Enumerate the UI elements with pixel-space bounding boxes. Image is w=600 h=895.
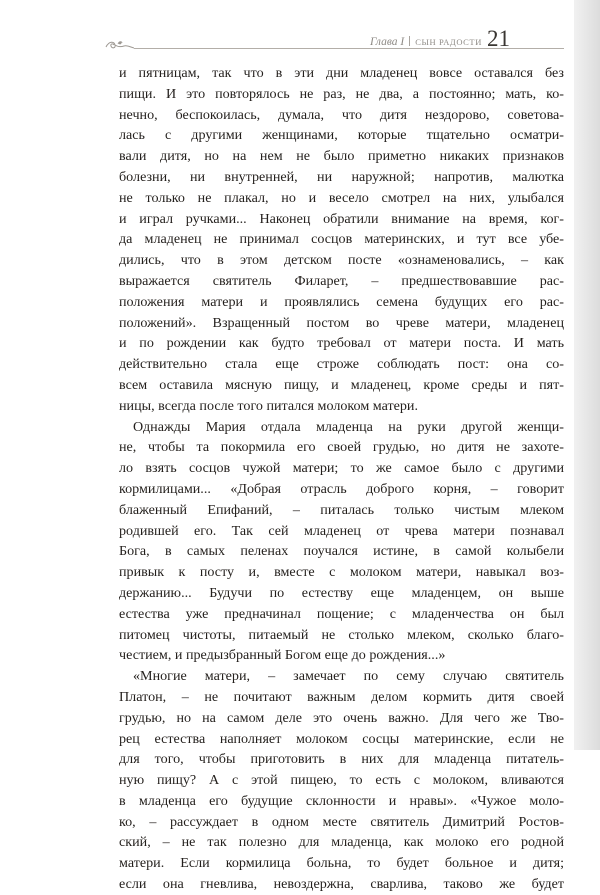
text-line: ную пищу? А с этой пищею, то есть с молоком, вливаются	[119, 772, 564, 789]
text-line: ко, – рассуждает в одном месте святитель Димитрий Ростов-	[119, 813, 564, 830]
text-line: выражается святитель Филарет, – предшествовавшие рас-	[119, 272, 564, 289]
text-line: ницы, всегда после того питался молоком матери.	[119, 397, 418, 414]
text-line: пищи. И это повторялось не раз, не два, а постоянно; мать, ко-	[119, 85, 564, 102]
text-line: не, чтобы та покормила его своей грудью, но дитя не захоте-	[119, 439, 564, 456]
text-line: всем оставила мясную пищу, и младенец, кроме среды и пят-	[119, 376, 564, 393]
paragraph	[119, 63, 564, 417]
text-line: да младенец не принимал сосцов материнских, и тут все убе-	[119, 231, 564, 248]
text-line: питомец чистоты, питаемый не столько млеком, сколько благо-	[119, 626, 564, 643]
text-line: кормилицами... «Добрая отрасль доброго корня, – говорит	[119, 480, 564, 497]
text-line: действительно стала еще строже соблюдать пост: она со-	[119, 356, 564, 373]
text-line: естества уже предначинал пощение; с младенчества он был	[119, 605, 564, 622]
text-line: в младенца его будущие склонности и нравы». «Чужое моло-	[119, 792, 564, 809]
text-line: матери. Если кормилица больна, то будет больное и дитя;	[119, 855, 564, 872]
text-line: болезни, ни внутренней, ни наружной; напротив, малютка	[119, 168, 564, 185]
vine-scroll-ornament-icon	[104, 38, 134, 52]
text-line: дились, что в этом детском посте «ознаменовались, – как	[119, 252, 564, 269]
chapter-label: Глава I	[370, 36, 405, 48]
text-line: рец естества наполняет молоком сосцы материнские, если не	[119, 730, 564, 747]
text-line: ло взять сосцов чужой матери; то же самое было с другими	[119, 460, 564, 477]
page-number: 21	[487, 26, 510, 51]
text-line: Бога, в самых пеленах поучался истине, в самой колыбели	[119, 543, 564, 560]
text-line: Платон, – не почитают важным делом кормить дитя своей	[119, 688, 564, 705]
text-line: если она гневлива, невоздержна, сварлива, таково же будет	[119, 876, 564, 893]
text-line: положения матери и проявлялись семена будущих его рас-	[119, 293, 564, 310]
page-edge-shadow	[574, 0, 600, 750]
text-line: грудью, но на самом деле это очень важно. Для чего же Тво-	[119, 709, 564, 726]
body-text	[119, 63, 564, 895]
text-line: «Многие матери, – замечает по сему случаю святитель	[133, 668, 564, 685]
text-line: родившей его. Так сей младенец от чрева матери познавал	[119, 522, 564, 539]
text-line: держанию... Будучи по естеству еще младенцем, он выше	[119, 584, 564, 601]
paragraph	[119, 417, 564, 667]
section-label: СЫН РАДОСТИ	[415, 37, 482, 47]
text-line: вали дитя, но на нем не было приметно никаких признаков	[119, 148, 564, 165]
text-line: ский, – не так полезно для младенца, как молоко его родной	[119, 834, 564, 851]
text-line: лась с другими женщинами, которые тщательно осматри-	[119, 127, 564, 144]
paragraph	[119, 666, 564, 895]
text-line: нечно, беспокоилась, думала, что дитя нездорово, советова-	[119, 106, 564, 123]
page-header	[0, 0, 600, 70]
text-line: и по рождении как будто требовал от матери поста. И мать	[119, 335, 564, 352]
running-head-divider	[409, 36, 410, 46]
text-line: привык к посту и, вместе с молоком матери, навыкал воз-	[119, 564, 564, 581]
text-line: для того, чтобы приготовить в них для младенца питатель-	[119, 751, 564, 768]
text-line: честием, и предызбранный Богом еще до рождения...»	[119, 647, 446, 664]
text-line: не только не плакал, но и весело смотрел на них, улыбался	[119, 189, 564, 206]
text-line: блаженный Епифаний, – питалась только чистым млеком	[119, 501, 564, 518]
text-line: положений». Взращенный постом во чреве матери, младенец	[119, 314, 564, 331]
running-head	[370, 34, 482, 50]
text-line: и играл ручками... Наконец обратили внимание на время, ког-	[119, 210, 564, 227]
text-line: и пятницам, так что в эти дни младенец вовсе оставался без	[119, 65, 564, 81]
text-line: Однажды Мария отдала младенца на руки другой женщи-	[133, 418, 564, 435]
